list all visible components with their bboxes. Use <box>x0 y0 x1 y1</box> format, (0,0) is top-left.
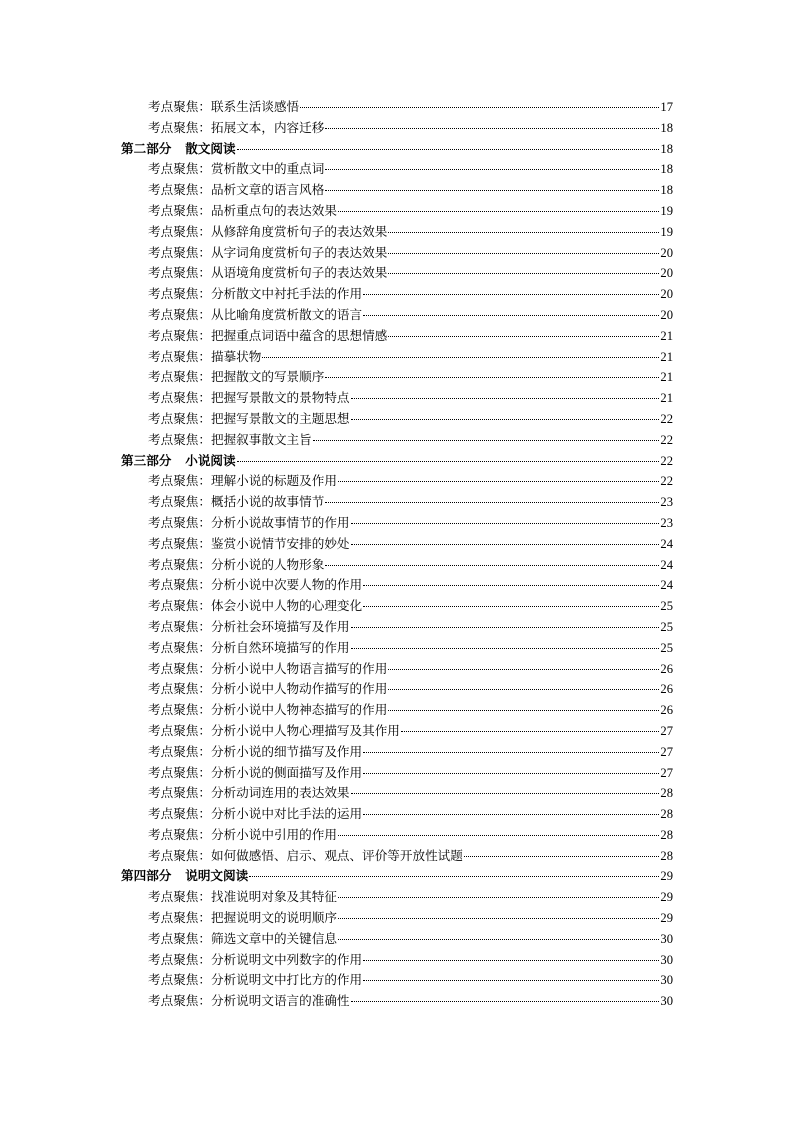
toc-dot-leader <box>388 689 659 690</box>
toc-page-number: 27 <box>660 744 673 759</box>
toc-page-number: 29 <box>660 869 673 884</box>
toc-entry[interactable] <box>121 284 673 305</box>
toc-entry-label: 考点聚焦：把握散文的写景顺序 <box>148 369 325 385</box>
toc-page-number: 22 <box>660 453 673 468</box>
toc-entry[interactable] <box>121 555 673 576</box>
toc-entry-label: 考点聚焦：品析文章的语言风格 <box>148 182 325 198</box>
toc-dot-leader <box>338 897 660 898</box>
toc-page-number: 19 <box>660 224 673 239</box>
toc-entry-label: 考点聚焦：从修辞角度赏析句子的表达效果 <box>148 223 388 239</box>
table-of-contents <box>121 97 673 1012</box>
toc-section-part: 第二部分 <box>121 140 172 156</box>
toc-entry-label: 考点聚焦：从比喻角度赏析散文的语言 <box>148 306 363 322</box>
toc-page-number: 22 <box>660 432 673 447</box>
toc-entry[interactable] <box>121 929 673 950</box>
toc-entry-label: 考点聚焦：分析散文中衬托手法的作用 <box>148 286 363 302</box>
toc-entry-label: 考点聚焦：分析说明文语言的准确性 <box>148 993 350 1009</box>
toc-entry[interactable] <box>121 700 673 721</box>
toc-dot-leader <box>300 107 659 108</box>
toc-section-part: 第三部分 <box>121 452 172 468</box>
toc-entry-label: 考点聚焦：把握说明文的说明顺序 <box>148 910 337 926</box>
toc-entry-label: 考点聚焦：分析小说故事情节的作用 <box>148 514 350 530</box>
toc-entry[interactable] <box>121 783 673 804</box>
toc-page-number: 21 <box>660 391 673 406</box>
toc-entry-label: 考点聚焦：分析小说中人物心理描写及其作用 <box>148 722 400 738</box>
toc-dot-leader <box>351 1001 660 1002</box>
toc-dot-leader <box>388 336 659 337</box>
toc-dot-leader <box>325 128 659 129</box>
toc-dot-leader <box>237 149 660 150</box>
toc-page-number: 24 <box>660 557 673 572</box>
toc-page-number: 23 <box>660 515 673 530</box>
toc-section-heading[interactable] <box>121 139 673 160</box>
toc-dot-leader <box>325 190 659 191</box>
toc-dot-leader <box>325 377 659 378</box>
toc-dot-leader <box>262 357 659 358</box>
toc-page-number: 28 <box>660 827 673 842</box>
toc-dot-leader <box>363 606 659 607</box>
toc-page-number: 24 <box>660 536 673 551</box>
toc-dot-leader <box>237 461 660 462</box>
toc-entry[interactable] <box>121 617 673 638</box>
toc-dot-leader <box>363 752 659 753</box>
toc-page-number: 17 <box>660 100 673 114</box>
toc-entry-label: 考点聚焦：理解小说的标题及作用 <box>148 473 337 489</box>
toc-entry[interactable] <box>121 534 673 555</box>
toc-entry-label: 考点聚焦：把握写景散文的主题思想 <box>148 410 350 426</box>
toc-entry-label: 考点聚焦：从语境角度赏析句子的表达效果 <box>148 265 388 281</box>
toc-entry[interactable] <box>121 846 673 867</box>
toc-page-number: 18 <box>660 183 673 198</box>
toc-entry-label: 考点聚焦：分析小说中人物动作描写的作用 <box>148 681 388 697</box>
toc-page-number: 28 <box>660 807 673 822</box>
toc-page-number: 25 <box>660 619 673 634</box>
toc-dot-leader <box>313 440 660 441</box>
toc-page-number: 20 <box>660 266 673 281</box>
toc-page-number: 30 <box>660 931 673 946</box>
toc-entry[interactable] <box>121 721 673 742</box>
toc-entry[interactable] <box>121 471 673 492</box>
toc-dot-leader <box>363 315 659 316</box>
toc-entry[interactable] <box>121 575 673 596</box>
toc-page-number: 21 <box>660 349 673 364</box>
toc-page-number: 26 <box>660 682 673 697</box>
toc-dot-leader <box>351 793 660 794</box>
toc-entry-label: 考点聚焦：把握叙事散文主旨 <box>148 431 312 447</box>
toc-entry[interactable] <box>121 908 673 929</box>
toc-page-number: 21 <box>660 328 673 343</box>
toc-entry-label: 考点聚焦：分析自然环境描写的作用 <box>148 639 350 655</box>
toc-entry-label: 考点聚焦：分析小说的人物形象 <box>148 556 325 572</box>
toc-dot-leader <box>388 273 659 274</box>
toc-section-part: 第四部分 <box>121 868 172 884</box>
toc-dot-leader <box>363 585 659 586</box>
toc-page-number: 19 <box>660 203 673 218</box>
toc-entry[interactable] <box>121 596 673 617</box>
toc-entry-label: 考点聚焦：分析社会环境描写及作用 <box>148 618 350 634</box>
toc-entry[interactable] <box>121 201 673 222</box>
toc-page-number: 26 <box>660 703 673 718</box>
toc-section-label: 散文阅读 <box>185 140 236 156</box>
toc-dot-leader <box>351 627 660 628</box>
toc-entry[interactable] <box>121 763 673 784</box>
toc-section-heading[interactable] <box>121 451 673 472</box>
toc-entry[interactable] <box>121 263 673 284</box>
toc-entry-label: 考点聚焦：分析小说中人物语言描写的作用 <box>148 660 388 676</box>
toc-entry-label: 考点聚焦：联系生活谈感悟 <box>148 99 300 114</box>
toc-section-title <box>121 139 236 160</box>
toc-entry-label: 考点聚焦：品析重点句的表达效果 <box>148 202 337 218</box>
toc-dot-leader <box>338 835 660 836</box>
toc-page-number: 27 <box>660 765 673 780</box>
toc-dot-leader <box>325 169 659 170</box>
toc-entry-label: 考点聚焦：找准说明对象及其特征 <box>148 889 337 905</box>
toc-entry[interactable] <box>121 970 673 991</box>
toc-page-number: 21 <box>660 370 673 385</box>
toc-page-number: 20 <box>660 245 673 260</box>
toc-entry[interactable] <box>121 492 673 513</box>
toc-entry[interactable] <box>121 409 673 430</box>
toc-page-number: 22 <box>660 474 673 489</box>
toc-entry[interactable] <box>121 180 673 201</box>
toc-dot-leader <box>401 731 660 732</box>
toc-entry[interactable] <box>121 638 673 659</box>
toc-entry[interactable] <box>121 659 673 680</box>
toc-page-number: 30 <box>660 973 673 988</box>
toc-entry[interactable] <box>121 679 673 700</box>
toc-dot-leader <box>388 253 659 254</box>
toc-dot-leader <box>351 419 660 420</box>
toc-page-number: 25 <box>660 599 673 614</box>
toc-page-number: 20 <box>660 307 673 322</box>
toc-entry[interactable] <box>121 388 673 409</box>
toc-page-number: 28 <box>660 848 673 863</box>
toc-section-title <box>121 451 236 472</box>
toc-entry-label: 考点聚焦：分析说明文中列数字的作用 <box>148 951 363 967</box>
toc-dot-leader <box>338 211 660 212</box>
toc-section-heading[interactable] <box>121 866 673 887</box>
toc-dot-leader <box>351 398 660 399</box>
toc-entry-label: 考点聚焦：描摹状物 <box>148 348 262 364</box>
toc-section-title <box>121 866 248 887</box>
toc-entry[interactable] <box>121 430 673 451</box>
toc-entry-label: 考点聚焦：鉴赏小说情节安排的妙处 <box>148 535 350 551</box>
toc-page-number: 30 <box>660 952 673 967</box>
toc-entry-label: 考点聚焦：分析小说中次要人物的作用 <box>148 577 363 593</box>
toc-dot-leader <box>325 502 659 503</box>
toc-entry-label: 考点聚焦：筛选文章中的关键信息 <box>148 930 337 946</box>
toc-dot-leader <box>464 856 660 857</box>
toc-page-number: 29 <box>660 911 673 926</box>
toc-page-number: 27 <box>660 723 673 738</box>
toc-entry-label: 考点聚焦：把握重点词语中蕴含的思想情感 <box>148 327 388 343</box>
toc-dot-leader <box>249 876 659 877</box>
toc-page-number: 18 <box>660 162 673 177</box>
toc-dot-leader <box>363 814 659 815</box>
toc-entry-label: 考点聚焦：把握写景散文的景物特点 <box>148 390 350 406</box>
toc-entry[interactable] <box>121 513 673 534</box>
toc-entry[interactable] <box>121 118 673 139</box>
toc-entry-label: 考点聚焦：分析小说的侧面描写及作用 <box>148 764 363 780</box>
toc-dot-leader <box>351 523 660 524</box>
toc-page-number: 30 <box>660 994 673 1009</box>
toc-page-number: 18 <box>660 120 673 135</box>
toc-entry[interactable] <box>121 347 673 368</box>
toc-dot-leader <box>388 232 659 233</box>
toc-entry-label: 考点聚焦：分析小说中对比手法的运用 <box>148 806 363 822</box>
toc-dot-leader <box>363 960 659 961</box>
toc-page-number: 18 <box>660 141 673 156</box>
toc-entry[interactable] <box>121 243 673 264</box>
toc-entry[interactable] <box>121 825 673 846</box>
toc-dot-leader <box>363 294 659 295</box>
toc-section-label: 小说阅读 <box>185 452 236 468</box>
toc-entry-label: 考点聚焦：赏析散文中的重点词 <box>148 161 325 177</box>
toc-dot-leader <box>338 918 660 919</box>
toc-entry[interactable] <box>121 950 673 971</box>
toc-page-number: 20 <box>660 287 673 302</box>
toc-dot-leader <box>363 773 659 774</box>
toc-entry-label: 考点聚焦：体会小说中人物的心理变化 <box>148 598 363 614</box>
toc-entry-label: 考点聚焦：如何做感悟、启示、观点、评价等开放性试题 <box>148 847 463 863</box>
toc-entry-label: 考点聚焦：从字词角度赏析句子的表达效果 <box>148 244 388 260</box>
toc-entry-label: 考点聚焦：分析小说中人物神态描写的作用 <box>148 702 388 718</box>
toc-page-number: 24 <box>660 578 673 593</box>
toc-page-number: 22 <box>660 411 673 426</box>
toc-dot-leader <box>363 980 659 981</box>
toc-entry[interactable] <box>121 97 673 118</box>
toc-dot-leader <box>351 544 660 545</box>
toc-section-label: 说明文阅读 <box>185 868 249 884</box>
toc-dot-leader <box>351 648 660 649</box>
toc-entry[interactable] <box>121 305 673 326</box>
toc-entry[interactable] <box>121 222 673 243</box>
toc-entry[interactable] <box>121 326 673 347</box>
toc-page-number: 25 <box>660 640 673 655</box>
toc-page-number: 29 <box>660 890 673 905</box>
toc-dot-leader <box>388 669 659 670</box>
toc-page-number: 28 <box>660 786 673 801</box>
toc-entry[interactable] <box>121 367 673 388</box>
toc-entry-label: 考点聚焦：概括小说的故事情节 <box>148 494 325 510</box>
toc-entry-label: 考点聚焦：分析小说中引用的作用 <box>148 826 337 842</box>
toc-entry-label: 考点聚焦：分析动词连用的表达效果 <box>148 785 350 801</box>
toc-dot-leader <box>325 565 659 566</box>
toc-page-number: 23 <box>660 495 673 510</box>
toc-entry[interactable] <box>121 742 673 763</box>
toc-entry[interactable] <box>121 804 673 825</box>
toc-entry-label: 考点聚焦：分析说明文中打比方的作用 <box>148 972 363 988</box>
toc-entry-label: 考点聚焦：分析小说的细节描写及作用 <box>148 743 363 759</box>
toc-page-number: 26 <box>660 661 673 676</box>
toc-dot-leader <box>338 939 660 940</box>
toc-entry-label: 考点聚焦：拓展文本，内容迁移 <box>148 119 325 135</box>
toc-entry[interactable] <box>121 887 673 908</box>
toc-entry[interactable] <box>121 159 673 180</box>
toc-dot-leader <box>338 481 660 482</box>
toc-entry[interactable] <box>121 991 673 1012</box>
toc-dot-leader <box>388 710 659 711</box>
